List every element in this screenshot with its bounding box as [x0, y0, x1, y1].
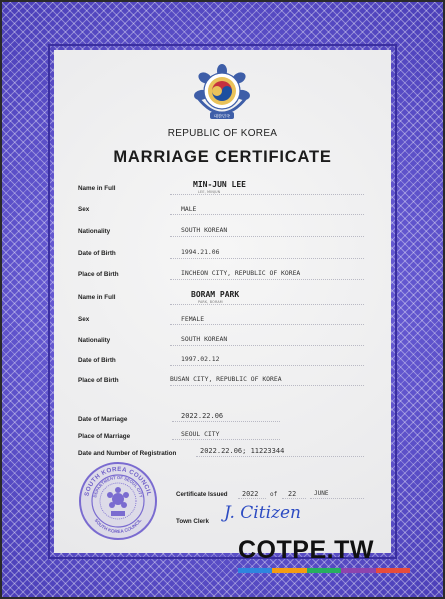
emblem-ribbon-text: 대한민국 [213, 113, 231, 119]
issue-month: JUNE [314, 490, 329, 497]
site-watermark: COTPE.TW [238, 536, 374, 564]
marriage-date-label: Date of Marriage [78, 416, 128, 423]
issue-year-line [238, 498, 266, 499]
watermark-bar-blue [238, 568, 272, 573]
groom-sex-label: Sex [78, 206, 90, 213]
bride-sex-line [170, 324, 364, 325]
marriage-place: SEOUL CITY [181, 430, 220, 438]
registration-label: Date and Number of Registration [78, 450, 177, 457]
clerk-signature: J. Citizen [224, 503, 301, 523]
issue-day-line [282, 498, 306, 499]
bride-pob: BUSAN CITY, REPUBLIC OF KOREA [170, 375, 282, 383]
bride-pob-label: Place of Birth [78, 377, 119, 384]
document-title: MARRIAGE CERTIFICATE [113, 148, 332, 166]
bride-dob-label: Date of Birth [78, 357, 116, 364]
groom-sex: MALE [181, 205, 197, 213]
groom-name-sub: LEE, MINJUN [198, 190, 221, 194]
bride-name-sub: PARK, BORAM [198, 300, 223, 304]
registration-line [196, 456, 364, 457]
marriage-date: 2022.22.06 [181, 412, 224, 420]
town-clerk-label: Town Clerk [176, 518, 209, 525]
seal-top-text: SOUTH KOREA COUNCIL [83, 465, 153, 497]
seal-inner-text: DEPARTMENT OF SEOUL CITY [92, 474, 144, 499]
council-seal-icon [78, 461, 158, 541]
watermark-bar-red [376, 568, 410, 573]
bride-pob-line [170, 385, 364, 386]
groom-name-line [170, 194, 364, 195]
bride-name-label: Name in Full [78, 294, 116, 301]
marriage-date-line [172, 421, 280, 422]
bride-dob: 1997.02.12 [181, 355, 220, 363]
groom-pob-label: Place of Birth [78, 271, 119, 278]
marriage-place-line [172, 439, 280, 440]
groom-nationality-label: Nationality [78, 228, 111, 235]
bride-sex: FEMALE [181, 315, 205, 323]
groom-pob-line [170, 279, 364, 280]
bride-name: BORAM PARK [191, 290, 240, 299]
watermark-bar-green [307, 568, 341, 573]
groom-name: MIN-JUN LEE [193, 180, 246, 189]
issue-year: 2022 [242, 490, 259, 498]
groom-pob: INCHEON CITY, REPUBLIC OF KOREA [181, 269, 301, 277]
issue-of: of [270, 491, 278, 498]
groom-dob: 1994.21.06 [181, 248, 220, 256]
certificate-issued-label: Certificate Issued [176, 491, 228, 498]
watermark-bar-orange [272, 568, 306, 573]
country-name: REPUBLIC OF KOREA [167, 128, 278, 139]
groom-nationality-line [170, 236, 364, 237]
issue-day: 22 [288, 490, 297, 498]
bride-nationality-line [170, 345, 364, 346]
groom-dob-line [170, 258, 364, 259]
bride-dob-line [170, 365, 364, 366]
seal-bottom-text: SOUTH KOREA COUNCIL [93, 517, 143, 535]
groom-sex-line [170, 214, 364, 215]
bride-name-line [170, 304, 364, 305]
national-emblem-icon [190, 64, 254, 126]
groom-name-label: Name in Full [78, 185, 116, 192]
watermark-bar-purple [341, 568, 375, 573]
bride-nationality-label: Nationality [78, 337, 111, 344]
groom-dob-label: Date of Birth [78, 250, 116, 257]
issue-month-line [310, 498, 364, 499]
groom-nationality: SOUTH KOREAN [181, 226, 228, 234]
bride-nationality: SOUTH KOREAN [181, 335, 228, 343]
marriage-place-label: Place of Marriage [78, 433, 131, 440]
registration-value: 2022.22.06; 11223344 [200, 447, 285, 455]
watermark-color-bar [238, 568, 410, 573]
bride-sex-label: Sex [78, 316, 90, 323]
